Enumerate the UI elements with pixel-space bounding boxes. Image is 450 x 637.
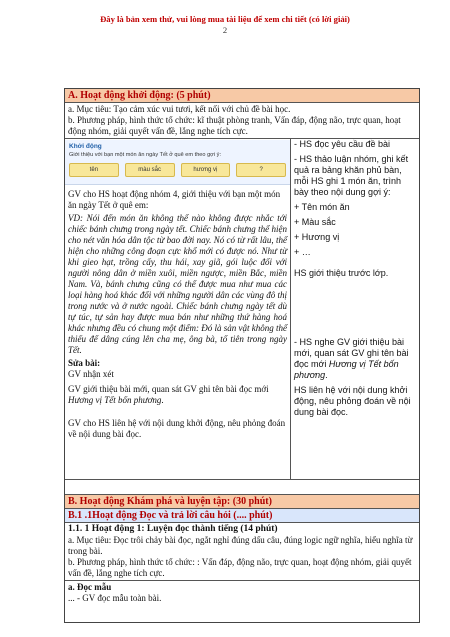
activity-row <box>65 139 419 480</box>
section-b1-title: B.1 .1Hoạt động Đọc và trả lời câu hỏi (.... phút) <box>65 509 419 523</box>
game-chips <box>69 163 286 177</box>
student-link: HS liên hệ với nội dung khởi động, nêu phỏng đoán về nội dung bài đọc. <box>294 385 411 417</box>
chip-color: màu sắc <box>125 163 175 177</box>
model-reading <box>65 581 419 605</box>
warmup-game-image <box>65 140 290 185</box>
game-title: Khởi động <box>69 143 102 150</box>
student-listen <box>294 337 416 381</box>
hint-item: + Tên món ăn <box>294 202 350 212</box>
student-listen-end: . <box>325 370 328 380</box>
hint-item: + Hương vị <box>294 232 340 242</box>
model-reading-text: ... - GV đọc mẫu toàn bài. <box>68 593 162 603</box>
lesson-title: Hương vị Tết bốn phương <box>68 395 162 405</box>
spacer-row <box>65 480 419 495</box>
teacher-comment <box>68 369 287 380</box>
section-a-method: b. Phương pháp, hình thức tổ chức: kĩ thuật phòng tranh, Vấn đáp, động não, trực quan, hoạt động nhóm, giải quyết vấn đề, lắng nghe tích cực. <box>68 115 401 136</box>
game-subtitle: Giới thiệu với bạn một món ăn ngày Tết ở quê em theo gợi ý: <box>69 152 222 158</box>
section-a-objectives <box>65 103 419 139</box>
lesson-intro <box>68 384 287 406</box>
model-reading-title: a. Đọc mẫu <box>68 582 112 592</box>
lesson-table <box>64 88 420 623</box>
student-present: HS giới thiệu trước lớp. <box>294 268 389 278</box>
fix-title: Sửa bài: <box>68 358 101 368</box>
lesson-intro-text: GV giới thiệu bài mới, quan sát GV ghi tên bài đọc mới <box>68 384 269 394</box>
teacher-comment-text: GV nhận xét <box>68 369 114 379</box>
hint-item: + … <box>294 247 311 257</box>
student-listen-text: - HS nghe GV giới thiệu bài mới, quan sát GV ghi tên bài đọc mới <box>294 337 409 369</box>
activity-1-title: 1.1. 1 Hoạt động 1: Luyện đọc thành tiếng (14 phút) <box>68 524 278 534</box>
lesson-intro-end: . <box>161 395 164 405</box>
activity-1 <box>65 523 419 581</box>
student-column <box>291 139 419 479</box>
group-task: GV cho HS hoạt động nhóm 4, giới thiệu với bạn một món ăn ngày Tết ở quê em: <box>68 189 281 210</box>
student-discuss: - HS thảo luận nhóm, ghi kết quả ra bảng khăn phủ bàn, mỗi HS ghi 1 món ăn, trình bày theo nội dung gợi ý: <box>294 154 409 197</box>
student-lesson-title: Hương vị Tết bốn phương <box>294 359 399 380</box>
chip-question: ? <box>236 163 286 177</box>
example-text: VD: Nói đến món ăn không thể nào không được nhắc tới chiếc bánh chưng trong ngày tết. Chiếc bánh chưng thể hiện cho nét văn hóa dân tộc từ bao đời nay. Nó có từ rất lâu, thể hiện cho những công đoạn cực khổ mới có được nó. Như từ khi gieo hạt, trồng cấy, thu hái, xay giã, gói luộc đối với người nông dân ở miền xuôi, miền ngược, miền Bắc, miền Nam. Và, bánh chưng cũng có thể được mua như mua các loại hàng hoá khác đối với những người dân các vùng đô thị trong nước và ở nước ngoài. Chiếc bánh chưng ngày tết dù tự túc, tự sản hay được mua bán như những thứ hàng hoá khác nhưng đều có chung một điểm: Đó là sản vật không thể thiếu để dâng cúng lên cha mẹ, ông bà, tổ tiên trong ngày Tết. <box>68 213 287 355</box>
hint-list <box>294 202 416 258</box>
section-a-goal: a. Mục tiêu: Tạo cảm xúc vui tươi, kết nối với chủ đề bài học. <box>68 104 291 114</box>
teacher-column <box>65 139 291 479</box>
chip-name: tên <box>69 163 119 177</box>
student-read: - HS đọc yêu cầu đề bài <box>294 139 391 149</box>
hint-item: + Màu sắc <box>294 217 336 227</box>
link-content: GV cho HS liên hệ với nội dung khởi động, nêu phỏng đoán về nội dung bài đọc. <box>68 418 286 439</box>
page-number: 2 <box>222 25 228 35</box>
section-a-title: A. Hoạt động khởi động: (5 phút) <box>65 89 419 103</box>
activity-1-goal: a. Mục tiêu: Đọc trôi chảy bài đọc, ngắt nghỉ đúng dấu câu, đúng logic ngữ nghĩa, hiểu nghĩa từ trong bài. <box>68 535 413 556</box>
section-b-title: B. Hoạt động Khám phá và luyện tập: (30 phút) <box>65 495 419 509</box>
preview-banner: Đây là bản xem thử, vui lòng mua tài liệu để xem chi tiết (có lời giải) <box>100 14 350 24</box>
activity-1-method: b. Phương pháp, hình thức tổ chức: : Vấn đáp, động não, trực quan, hoạt động nhóm, giải quyết vấn đề, lắng nghe tích cực. <box>68 557 412 578</box>
chip-taste: hương vị <box>181 163 231 177</box>
